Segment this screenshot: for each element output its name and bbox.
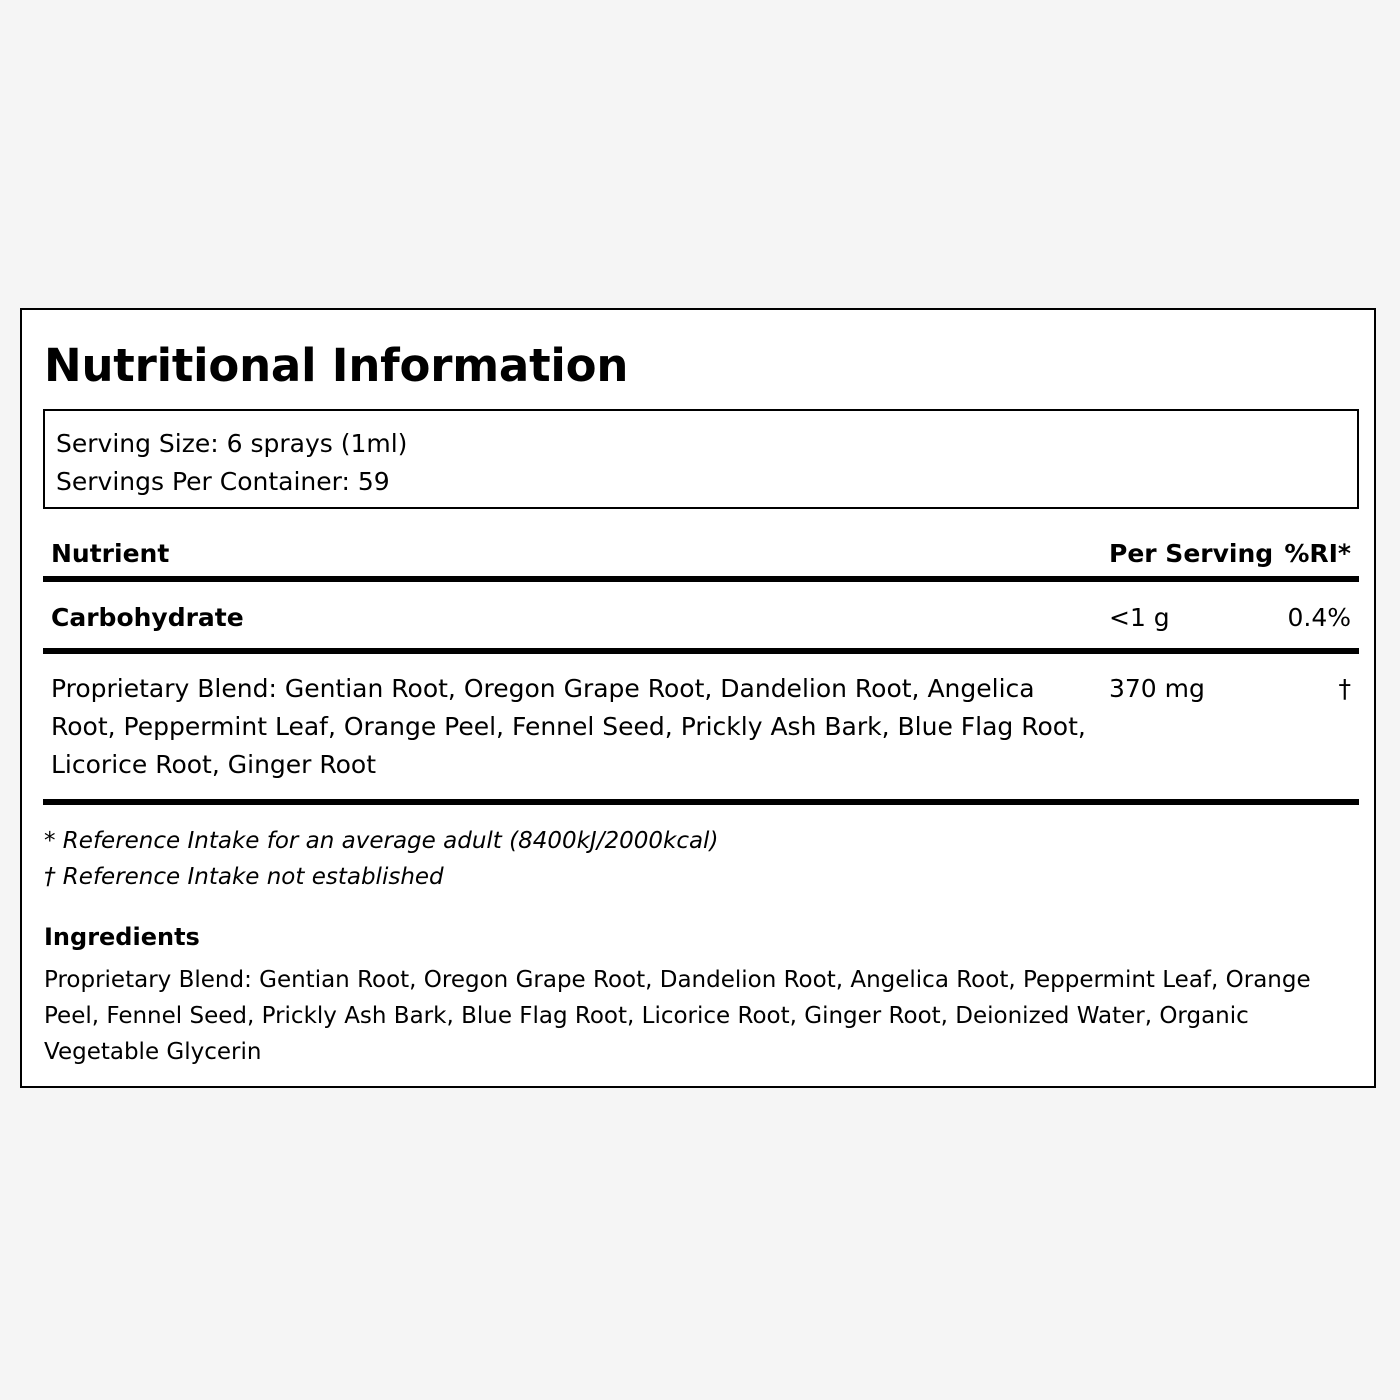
serving-size: Serving Size: 6 sprays (1ml) <box>56 429 408 458</box>
header-nutrient: Nutrient <box>51 539 170 568</box>
ingredients-heading: Ingredients <box>44 923 200 951</box>
nutrient-ri: † <box>1338 674 1351 703</box>
nutrient-amount: <1 g <box>1109 603 1170 632</box>
table-header-row <box>43 524 1359 582</box>
nutrition-panel <box>20 308 1376 1088</box>
footnote-ri-adult: * Reference Intake for an average adult (8400kJ/2000kcal) <box>44 828 719 854</box>
panel-title: Nutritional Information <box>44 339 629 392</box>
header-ri: %RI* <box>1284 539 1351 568</box>
table-row <box>43 582 1359 654</box>
footnotes <box>44 823 718 895</box>
nutrient-table <box>43 524 1359 805</box>
nutrient-name: Proprietary Blend: Gentian Root, Oregon Grape Root, Dandelion Root, Angelica Root, Peppermint Leaf, Orange Peel, Fennel Seed, Prickly Ash Bark, Blue Flag Root, Licorice Root, Ginger Root <box>51 674 1086 779</box>
nutrient-amount: 370 mg <box>1109 674 1205 703</box>
ingredients-list: Proprietary Blend: Gentian Root, Oregon Grape Root, Dandelion Root, Angelica Root, Peppermint Leaf, Orange Peel, Fennel Seed, Prickly Ash Bark, Blue Flag Root, Licorice Root, Ginger Root, Deionized Water, Organic Vegetable Glycerin <box>44 967 1311 1065</box>
nutrient-ri: 0.4% <box>1287 603 1351 632</box>
servings-per-container: Servings Per Container: 59 <box>56 467 390 496</box>
table-row <box>43 654 1359 805</box>
header-per-serving: Per Serving <box>1109 539 1274 568</box>
serving-info-box <box>43 409 1359 509</box>
footnote-ri-not-established: † Reference Intake not established <box>44 864 444 890</box>
nutrient-name: Carbohydrate <box>51 603 244 632</box>
